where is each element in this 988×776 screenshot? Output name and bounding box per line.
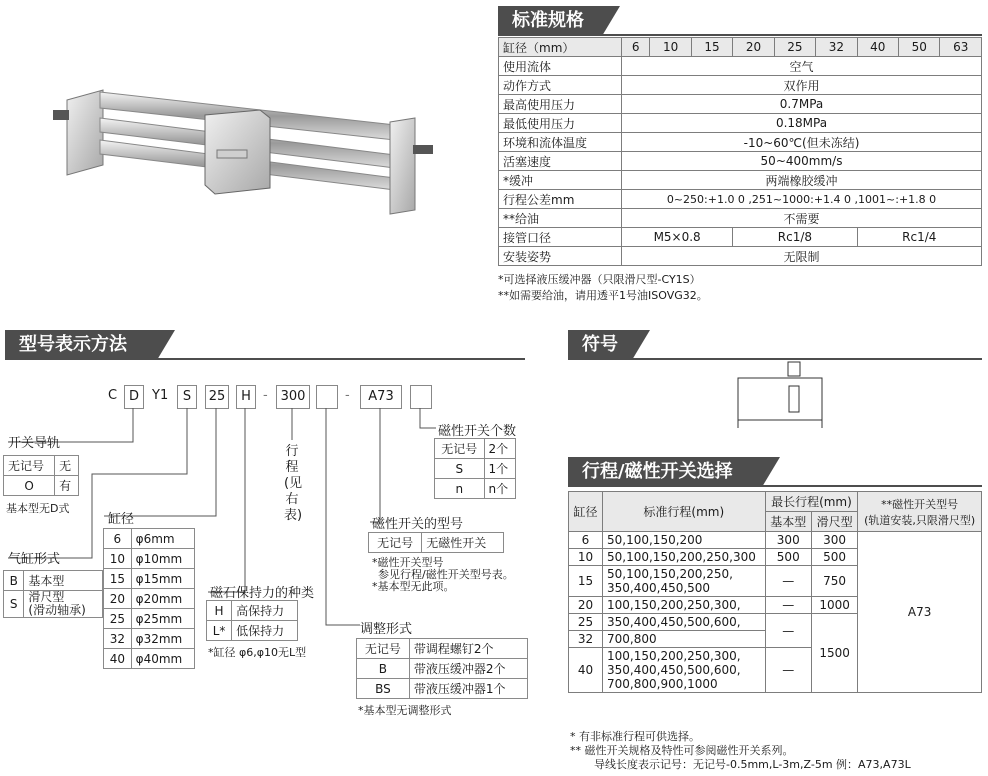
symbol-banner-title: 符号	[568, 330, 632, 360]
adjust-note: *基本型无调整形式	[358, 704, 452, 717]
range-h-max: 最长行程(mm)	[765, 492, 858, 512]
bore-desc: φ10mm	[131, 549, 194, 569]
switch-rail-code: O	[4, 476, 55, 496]
code-c: C	[108, 388, 118, 403]
switch-type-note: 参见行程/磁性开关型号表。	[378, 568, 514, 581]
cyl-form-title: 气缸形式	[8, 552, 61, 567]
range-h-std: 标准行程(mm)	[603, 492, 766, 532]
switch-type-note: *基本型无此项。	[372, 580, 455, 593]
spec-row-value: 不需要	[622, 209, 982, 228]
code-y1: Y1	[152, 388, 169, 403]
bore-50: 50	[899, 38, 940, 57]
range-std: 100,150,200,250,300, 350,400,450,500,600, 700,800,900,1000	[603, 648, 766, 693]
spec-row-value: 0.18MPa	[622, 114, 982, 133]
spec-row-label: 动作方式	[499, 76, 622, 95]
spec-note: *可选择液压缓冲器（只限滑尺型-CY1S）	[498, 273, 701, 286]
magnet-note: *缸径 φ6,φ10无L型	[208, 646, 307, 659]
range-basic: 300	[765, 532, 811, 549]
bore-desc: φ6mm	[131, 529, 194, 549]
cyl-form-code: S	[4, 591, 24, 618]
range-std: 350,400,450,500,600,	[603, 614, 766, 631]
spec-row-value: 双作用	[622, 76, 982, 95]
cyl-form-code: B	[4, 571, 24, 591]
range-std: 50,100,150,200	[603, 532, 766, 549]
switch-rail-table	[3, 455, 79, 496]
switch-count-desc: n个	[484, 479, 516, 499]
bore-6: 6	[622, 38, 650, 57]
range-bore: 15	[569, 566, 603, 597]
spec-row-label: **给油	[499, 209, 622, 228]
switch-rail-title: 开关导轨	[8, 436, 61, 451]
switch-type-desc: 无磁性开关	[422, 533, 504, 553]
range-h-switch-line2: (轨道安装,只限滑尺型)	[864, 513, 976, 527]
range-slide: 1000	[811, 597, 857, 614]
adjust-code: BS	[357, 679, 410, 699]
bore-code: 32	[104, 629, 132, 649]
switch-count-desc: 1个	[484, 459, 516, 479]
bore-desc: φ15mm	[131, 569, 194, 589]
spec-header-label: 缸径（mm）	[499, 38, 622, 57]
spec-row-label: 活塞速度	[499, 152, 622, 171]
spec-row-label: 最低使用压力	[499, 114, 622, 133]
bore-25: 25	[774, 38, 815, 57]
port-value: Rc1/4	[857, 228, 981, 247]
mount-value: 无限制	[622, 247, 982, 266]
adjust-code: 无记号	[357, 639, 410, 659]
range-bore: 20	[569, 597, 603, 614]
range-std: 50,100,150,200,250, 350,400,450,500	[603, 566, 766, 597]
bore-40: 40	[857, 38, 898, 57]
range-switch: A73	[858, 532, 982, 693]
switch-count-table	[434, 438, 516, 499]
spec-row-value: 0.7MPa	[622, 95, 982, 114]
symbol-banner	[568, 330, 982, 360]
range-basic: 500	[765, 549, 811, 566]
range-h-bore: 缸径	[569, 492, 603, 532]
spec-row-label: *缓冲	[499, 171, 622, 190]
code-switch: A73	[360, 385, 402, 409]
stroke-tolerance-value: 0~250:+1.0 0 ,251~1000:+1.4 0 ,1001~:+1.8 0	[622, 190, 982, 209]
switch-rail-note: 基本型无D式	[6, 502, 70, 515]
pneumatic-symbol	[730, 360, 830, 430]
range-h-basic: 基本型	[765, 512, 811, 532]
range-h-switch	[858, 492, 982, 532]
spec-row-value: 空气	[622, 57, 982, 76]
adjust-desc: 带液压缓冲器1个	[409, 679, 527, 699]
bore-code: 10	[104, 549, 132, 569]
range-h-slide: 滑尺型	[811, 512, 857, 532]
bore-desc: φ32mm	[131, 629, 194, 649]
spec-row-value: -10~60℃(但未冻结)	[622, 133, 982, 152]
bore-code: 15	[104, 569, 132, 589]
spec-row-label: 最高使用压力	[499, 95, 622, 114]
switch-count-code: n	[435, 479, 485, 499]
magnet-desc: 高保持力	[232, 601, 298, 621]
range-banner-title: 行程/磁性开关选择	[568, 457, 762, 487]
port-label: 接管口径	[499, 228, 622, 247]
spec-row-label: 行程公差mm	[499, 190, 622, 209]
range-basic: —	[765, 566, 811, 597]
bore-desc: φ40mm	[131, 649, 194, 669]
bore-32: 32	[816, 38, 857, 57]
spec-row-label: 环境和流体温度	[499, 133, 622, 152]
adjust-desc: 带液压缓冲器2个	[409, 659, 527, 679]
switch-count-code: 无记号	[435, 439, 485, 459]
adjust-code: B	[357, 659, 410, 679]
range-slide: 500	[811, 549, 857, 566]
cyl-form-desc: 基本型	[24, 571, 103, 591]
range-basic: —	[765, 597, 811, 614]
range-bore: 10	[569, 549, 603, 566]
switch-count-title: 磁性开关个数	[438, 424, 517, 439]
cyl-form-desc: 滑尺型 (滑动轴承)	[24, 591, 103, 618]
magnet-title: 磁石保持力的种类	[210, 586, 315, 601]
bore-code: 25	[104, 609, 132, 629]
switch-type-title: 磁性开关的型号	[372, 517, 464, 532]
bore-code: 20	[104, 589, 132, 609]
code-s: S	[177, 385, 197, 409]
switch-count-code: S	[435, 459, 485, 479]
range-bore: 32	[569, 631, 603, 648]
switch-rail-code: 无记号	[4, 456, 55, 476]
range-bore: 6	[569, 532, 603, 549]
mount-label: 安装姿势	[499, 247, 622, 266]
range-std: 50,100,150,200,250,300	[603, 549, 766, 566]
code-magnet: H	[236, 385, 256, 409]
adjust-title: 调整形式	[360, 622, 413, 637]
range-slide: 1500	[811, 614, 857, 693]
port-value: M5×0.8	[622, 228, 733, 247]
switch-type-note: *磁性开关型号	[372, 556, 444, 569]
code-dash: -	[345, 388, 350, 403]
spec-row-value: 50~400mm/s	[622, 152, 982, 171]
code-stroke: 300	[276, 385, 310, 409]
range-note: ** 磁性开关规格及特性可参阅磁性开关系列。	[570, 744, 794, 757]
adjust-table	[356, 638, 528, 699]
range-table	[568, 491, 982, 693]
bore-63: 63	[940, 38, 982, 57]
cyl-form-table	[3, 570, 103, 618]
switch-rail-desc: 有	[55, 476, 79, 496]
range-bore: 25	[569, 614, 603, 631]
range-h-switch-line1: **磁性开关型号	[881, 497, 959, 511]
range-bore: 40	[569, 648, 603, 693]
magnet-code: L*	[207, 621, 232, 641]
spec-row-label: 使用流体	[499, 57, 622, 76]
range-basic: —	[765, 614, 811, 648]
bore-desc: φ20mm	[131, 589, 194, 609]
switch-type-code: 无记号	[369, 533, 422, 553]
range-basic: —	[765, 648, 811, 693]
spec-note: **如需要给油，请用透平1号油ISOVG32。	[498, 289, 708, 302]
magnet-code: H	[207, 601, 232, 621]
range-slide: 750	[811, 566, 857, 597]
switch-type-table	[368, 532, 504, 553]
switch-rail-desc: 无	[55, 456, 79, 476]
magnet-desc: 低保持力	[232, 621, 298, 641]
adjust-desc: 带调程螺钉2个	[409, 639, 527, 659]
code-bore: 25	[205, 385, 229, 409]
range-std: 100,150,200,250,300,	[603, 597, 766, 614]
bore-desc: φ25mm	[131, 609, 194, 629]
spec-banner-title: 标准规格	[498, 6, 602, 36]
model-banner-title: 型号表示方法	[5, 330, 157, 360]
bore-20: 20	[733, 38, 774, 57]
bore-10: 10	[650, 38, 691, 57]
stroke-label: 行程(见右表)	[284, 444, 303, 523]
magnet-table	[206, 600, 298, 641]
code-d: D	[124, 385, 144, 409]
range-std: 700,800	[603, 631, 766, 648]
bore-code: 40	[104, 649, 132, 669]
range-note: * 有非标准行程可供选择。	[570, 730, 700, 743]
bore-title: 缸径	[108, 512, 135, 527]
range-banner	[568, 457, 982, 487]
port-value: Rc1/8	[733, 228, 857, 247]
range-slide: 300	[811, 532, 857, 549]
bore-code: 6	[104, 529, 132, 549]
bore-table	[103, 528, 195, 669]
code-dash: -	[263, 388, 268, 403]
switch-count-desc: 2个	[484, 439, 516, 459]
bore-15: 15	[691, 38, 732, 57]
spec-row-value: 两端橡胶缓冲	[622, 171, 982, 190]
range-note: 导线长度表示记号：无记号-0.5mm,L-3m,Z-5m 例：A73,A73L	[594, 758, 911, 771]
